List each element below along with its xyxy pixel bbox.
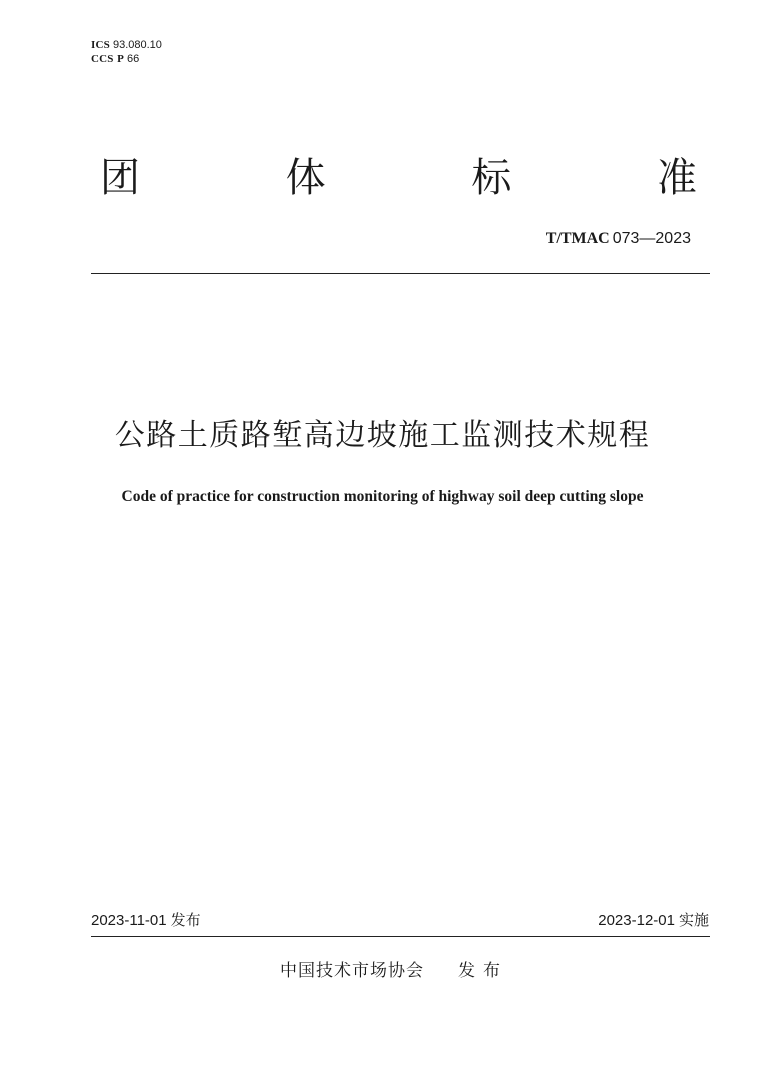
issue-date-line <box>91 910 201 931</box>
standard-type-char-4: 准 <box>656 155 697 201</box>
ccs-class: P <box>117 53 125 65</box>
title-chinese: 公路土质路堑高边坡施工监测技术规程 <box>114 418 651 453</box>
ics-code <box>91 38 162 52</box>
top-divider <box>91 273 710 274</box>
ics-key: ICS <box>91 39 110 51</box>
publisher-line <box>280 958 508 984</box>
ccs-value: 66 <box>127 53 140 65</box>
implement-date: 2023-12-01 <box>598 912 675 929</box>
ccs-code <box>91 52 162 66</box>
issue-label: 发布 <box>170 911 201 929</box>
ics-value: 93.080.10 <box>112 39 162 51</box>
standard-number <box>546 227 691 250</box>
classification-codes <box>91 38 162 66</box>
standard-type-char-3: 标 <box>471 155 512 201</box>
implement-date-line <box>598 910 709 931</box>
implement-label: 实施 <box>678 911 709 929</box>
standard-type-char-2: 体 <box>285 155 326 201</box>
issue-date: 2023-11-01 <box>91 912 167 929</box>
standard-type-heading <box>100 148 697 208</box>
publisher-name: 中国技术市场协会 <box>280 961 424 981</box>
standard-number-prefix: T/TMAC <box>545 230 610 247</box>
standard-type-char-1: 团 <box>100 155 140 201</box>
standard-number-value: 073—2023 <box>612 230 691 247</box>
title-english: Code of practice for construction monitoring of highway soil deep cutting slope <box>121 488 644 505</box>
publisher-action: 发布 <box>458 961 508 981</box>
bottom-divider <box>91 936 710 937</box>
ccs-key: CCS <box>91 53 114 65</box>
